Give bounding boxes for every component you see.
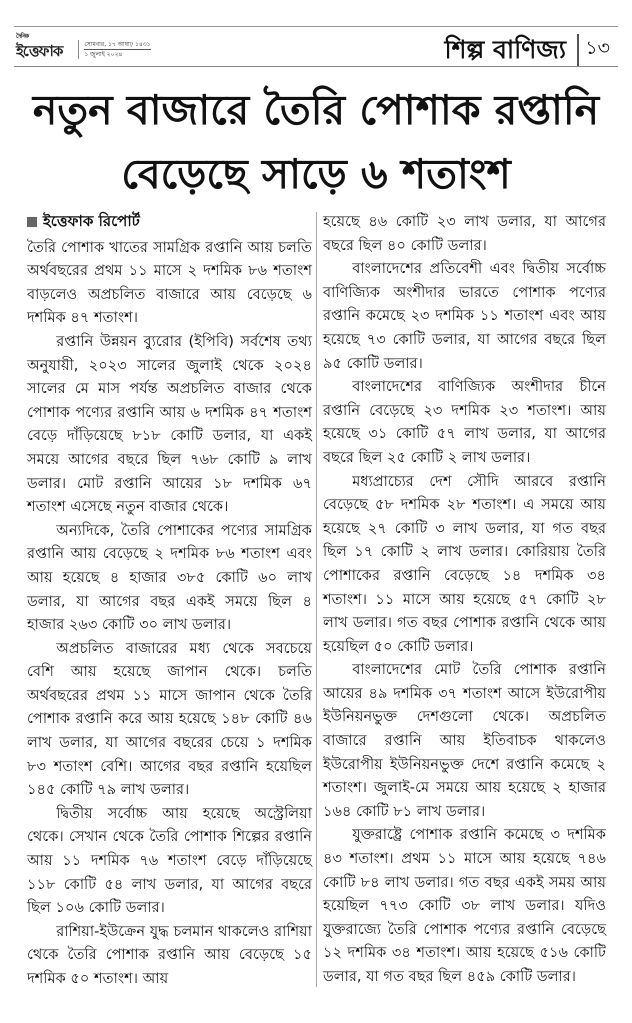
paragraph: বাংলাদেশের বাণিজ্যিক অংশীদার চীনে রপ্তানি বেড়েছে ২৩ দশমিক ২৩ শতাংশ। আয় হয়েছে ৩১ কোটি ৫৭ লাখ ডলার, যা আগের বছরে ছিল ২৫ কোটি ২ লাখ ডলার। bbox=[323, 378, 606, 466]
date-gregorian: ১ জুলাই ২০২৪ bbox=[84, 51, 123, 58]
logo-small-text: দৈনিক bbox=[16, 33, 29, 40]
headline-line-2: বেড়েছে সাড়ে ৬ শতাংশ bbox=[121, 150, 511, 198]
paragraph: তৈরি পোশাক খাতের সামগ্রিক রপ্তানি আয় চলতি অর্থবছরের প্রথম ১১ মাসে ২ দশমিক ৮৬ শতাংশ বাড়লেও অপ্রচলিত বাজারে আয় বেড়েছে ৬ দশমিক ৪৭ শতাংশ। bbox=[27, 238, 312, 327]
paragraph: রাশিয়া-ইউক্রেন যুদ্ধ চলমান থাকলেও রাশিয়া থেকে তৈরি পোশাক রপ্তানি আয় বেড়েছে ১৫ দশমিক ৫০ শতাংশ। আয় bbox=[27, 922, 312, 987]
column-divider bbox=[316, 212, 317, 987]
section-title: শিল্প বাণিজ্য bbox=[444, 35, 566, 64]
paragraph: রপ্তানি উন্নয়ন ব্যুরোর (ইপিবি) সর্বশেষ তথ্য অনুযায়ী, ২০২৩ সালের জুলাই থেকে ২০২৪ সালের মে মাস পর্যন্ত অপ্রচলিত বাজার থেকে পোশাক পণ্যের রপ্তানি আয় ৬ দশমিক ৪৭ শতাংশ বেড়ে দাঁড়িয়েছে ৮১৮ কোটি ডলার, যা একই সময়ে আগের বছরে ছিল ৭৬৮ কোটি ৯ লাখ ডলার। মোট রপ্তানি আয়ের ১৮ দশমিক ৬৭ শতাংশ এসেছে নতুন বাজার থেকে। bbox=[27, 332, 312, 516]
paragraph: অপ্রচলিত বাজারের মধ্য থেকে সবচেয়ে বেশি আয় হয়েছে জাপান থেকে। চলতি অর্থবছরের প্রথম ১১ মাসে জাপান থেকে তৈরি পোশাক রপ্তানি করে আয় হয়েছে ১৪৮ কোটি ৪৬ লাখ ডলার, যা আগের বছরের চেয়ে ১ দশমিক ৮৩ শতাংশ বেশি। আগের বছর রপ্তানি হয়েছিল ১৪৫ কোটি ৭৯ লাখ ডলার। bbox=[27, 639, 312, 799]
article-column-left bbox=[27, 210, 312, 991]
paragraph: বাংলাদেশের মোট তৈরি পোশাক রপ্তানি আয়ের ৪৯ দশমিক ৩৭ শতাংশ আসে ইউরোপীয় ইউনিয়নভুক্ত দেশগুলো থেকে। অপ্রচলিত বাজারে রপ্তানি আয় ইতিবাচক থাকলেও ইউরোপীয় ইউনিয়নভুক্ত দেশে রপ্তানি কমেছে ২ শতাংশ। জুলাই-মে সময়ে আয় হয়েছে ২ হাজার ১৬৪ কোটি ৮১ লাখ ডলার। bbox=[323, 661, 606, 820]
headline-line-1: নতুন বাজারে তৈরি পোশাক রপ্তানি bbox=[32, 86, 600, 134]
byline bbox=[27, 210, 312, 234]
article-column-right bbox=[323, 210, 606, 989]
paragraph: যুক্তরাষ্ট্রে পোশাক রপ্তানি কমেছে ৩ দশমিক ৪৩ শতাংশ। প্রথম ১১ মাসে আয় হয়েছে ৭৪৬ কোটি ৮৪ লাখ ডলার। গত বছর একই সময় আয় হয়েছিল ৭৭৩ কোটি ৩৮ লাখ ডলার। যদিও যুক্তরাজ্যে তৈরি পোশাক পণ্যের রপ্তানি বেড়েছে ১২ দশমিক ৩৪ শতাংশ। আয় হয়েছে ৫১৬ কোটি ডলার, যা গত বছর ছিল ৪৫৯ কোটি ডলার। bbox=[323, 826, 606, 985]
paragraph: মধ্যপ্রাচ্যের দেশ সৌদি আরবে রপ্তানি বেড়েছে ৫৮ দশমিক ২৮ শতাংশ। এ সময়ে আয় হয়েছে ২৭ কোটি ৩ লাখ ডলার, যা গত বছর ছিল ১৭ কোটি ২ লাখ ডলার। কোরিয়ায় তৈরি পোশাকের রপ্তানি বেড়েছে ১৪ দশমিক ৩৪ শতাংশ। ১১ মাসে আয় হয়েছে ৫৭ কোটি ২৮ লাখ ডলার। গত বছর পোশাক রপ্তানি থেকে আয় হয়েছিল ৫০ কোটি ডলার। bbox=[323, 472, 606, 655]
logo-text: ইত্তেফাক bbox=[16, 42, 63, 60]
paragraph: দ্বিতীয় সর্বোচ্চ আয় হয়েছে অস্ট্রেলিয়া থেকে। সেখান থেকে তৈরি পোশাক শিল্পের রপ্তানি আয় ১১ দশমিক ৭৬ শতাংশ বেড়ে দাঁড়িয়েছে ১১৮ কোটি ৫৪ লাখ ডলার, যা আগের বছরে ছিল ১০৬ কোটি ডলার। bbox=[27, 804, 312, 917]
headline bbox=[20, 78, 612, 206]
top-rule bbox=[14, 26, 618, 27]
newspaper-logo bbox=[14, 34, 64, 65]
page-number: ১৩ bbox=[577, 34, 610, 66]
square-bullet-icon bbox=[27, 217, 37, 227]
masthead bbox=[14, 34, 151, 65]
byline-text: ইত্তেফাক রিপোর্ট bbox=[43, 212, 140, 230]
header-rule bbox=[14, 66, 618, 67]
paragraph: অন্যদিকে, তৈরি পোশাকের পণ্যের সামগ্রিক রপ্তানি আয় বেড়েছে ২ দশমিক ৮৬ শতাংশ এবং আয় হয়েছে ৪ হাজার ৩৮৫ কোটি ৬০ লাখ ডলার, যা আগের বছর একই সময়ে ছিল ৪ হাজার ২৬৩ কোটি ৩০ লাখ ডলার। bbox=[27, 521, 312, 634]
issue-date bbox=[78, 40, 150, 59]
date-bengali: সোমবার, ১৭ আষাঢ় ১৪৩১ bbox=[84, 41, 151, 48]
paragraph: বাংলাদেশের প্রতিবেশী এবং দ্বিতীয় সর্বোচ্চ বাণিজ্যিক অংশীদার ভারতে পোশাক পণ্যের রপ্তানি কমেছে ২৩ দশমিক ১১ শতাংশ এবং আয় হয়েছে ৭৩ কোটি ডলার, যা আগের বছরে ছিল ৯৫ কোটি ডলার। bbox=[323, 260, 606, 372]
paragraph: হয়েছে ৪৬ কোটি ২৩ লাখ ডলার, যা আগের বছরে ছিল ৪০ কোটি ডলার। bbox=[323, 213, 606, 254]
